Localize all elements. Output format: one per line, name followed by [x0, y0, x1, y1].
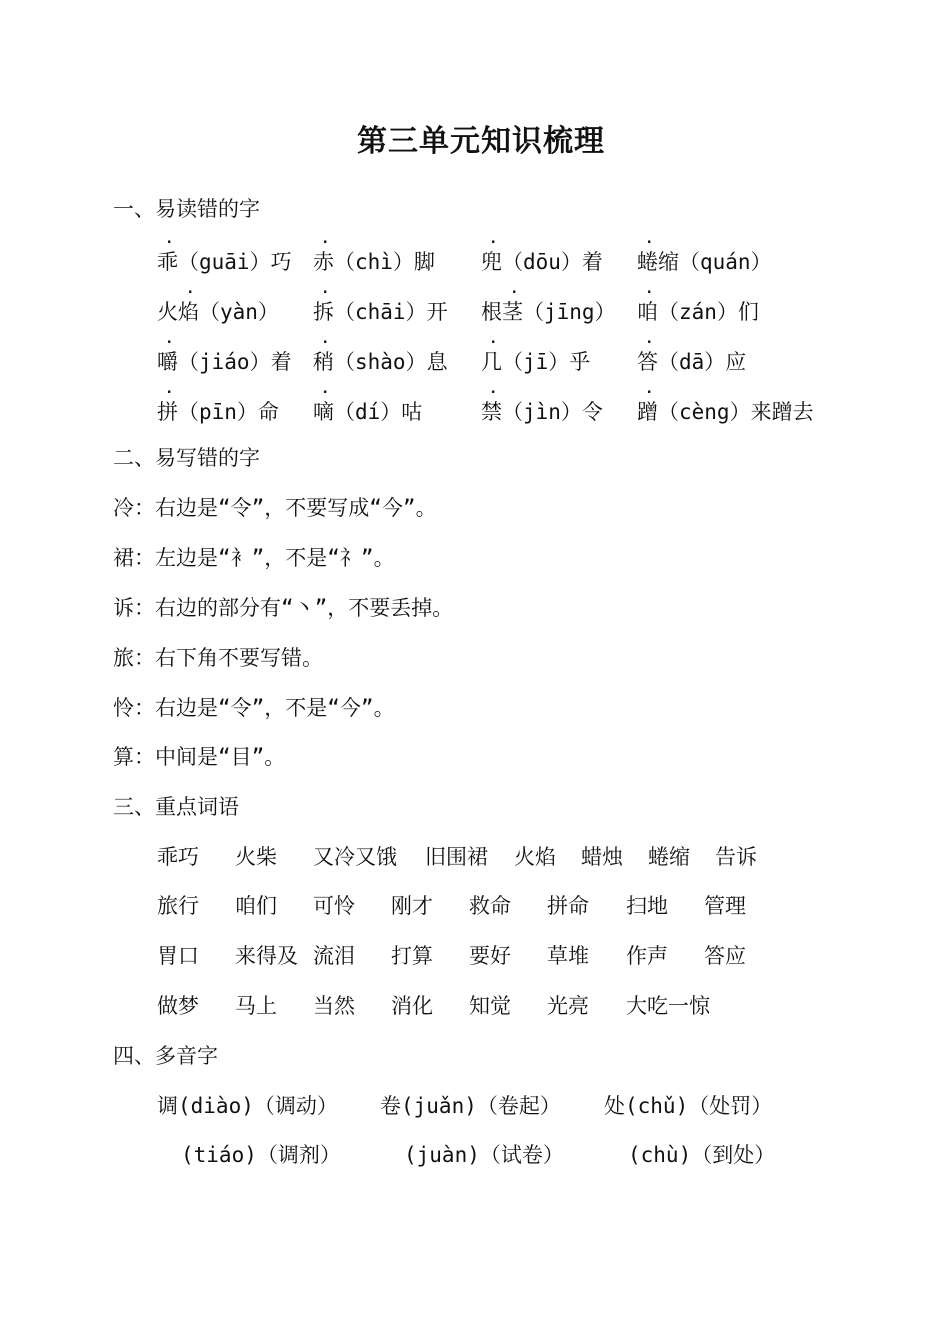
writing-note: 旅：右下角不要写错。: [113, 646, 323, 670]
key-word: 旧围裙: [425, 845, 488, 869]
word-entry: . 几（jī）乎: [481, 331, 591, 374]
section1-heading: 一、易读错的字: [113, 197, 260, 221]
emphasis-dot: .: [489, 231, 498, 247]
emphasis-dot: .: [510, 281, 519, 297]
key-word: 草堆: [547, 944, 589, 968]
emphasis-dot: .: [645, 331, 654, 347]
key-word: 又冷又饿: [313, 845, 397, 869]
key-word: 蜷缩: [648, 845, 690, 869]
key-word: 可怜: [313, 894, 355, 918]
key-word: 蜡烛: [581, 845, 623, 869]
section4-row-2: [0, 1140, 950, 1170]
key-word: 消化: [391, 994, 433, 1018]
emphasis-dot: .: [186, 281, 195, 297]
word-entry: . 赤（chì）脚: [313, 231, 435, 274]
key-word: 火柴: [235, 845, 277, 869]
key-word: 作声: [626, 944, 668, 968]
section4-row-1: [0, 1091, 950, 1121]
word-entry: . 拼（pīn）命: [157, 381, 279, 424]
section3-row-1: [0, 842, 950, 872]
key-word: 做梦: [157, 994, 199, 1018]
word-entry: . 禁（jìn）令: [481, 381, 603, 424]
key-word: 当然: [313, 994, 355, 1018]
key-word: 告诉: [715, 845, 757, 869]
word-entry: . 火焰（yàn）: [157, 281, 279, 324]
emphasis-dot: .: [165, 231, 174, 247]
section4-heading: 四、多音字: [113, 1044, 218, 1068]
key-word: 马上: [235, 994, 277, 1018]
writing-note: 算：中间是“目”。: [113, 745, 286, 769]
emphasis-dot: .: [489, 381, 498, 397]
page-title: 第三单元知识梳理: [357, 124, 605, 159]
section3-row-2: [0, 891, 950, 921]
key-word: 拼命: [547, 894, 589, 918]
word-entry: . 根茎（jīng）: [481, 281, 616, 324]
writing-note: 裙：左边是“衤”，不是“礻”。: [113, 546, 395, 570]
key-word: 大吃一惊: [626, 994, 710, 1018]
section1-row-1: [0, 231, 950, 277]
section1-row-3: [0, 331, 950, 377]
emphasis-dot: .: [645, 381, 654, 397]
section2-heading: 二、易写错的字: [113, 446, 260, 470]
key-word: 管理: [704, 894, 746, 918]
key-word: 胃口: [157, 944, 199, 968]
key-word: 救命: [469, 894, 511, 918]
polyphone-entry: (juàn)（试卷）: [404, 1143, 564, 1167]
key-word: 光亮: [547, 994, 589, 1018]
emphasis-dot: .: [321, 331, 330, 347]
emphasis-dot: .: [165, 331, 174, 347]
key-word: 流泪: [313, 944, 355, 968]
key-word: 知觉: [469, 994, 511, 1018]
word-entry: . 嘀（dí）咕: [313, 381, 423, 424]
key-word: 答应: [704, 944, 746, 968]
polyphone-entry: 调(diào)（调动）: [157, 1094, 338, 1118]
emphasis-dot: .: [321, 381, 330, 397]
writing-note: 冷：右边是“令”，不要写成“今”。: [113, 496, 437, 520]
section3-heading: 三、重点词语: [113, 795, 239, 819]
writing-note: 诉：右边的部分有“丶”，不要丢掉。: [113, 596, 454, 620]
word-entry: . 嚼（jiáo）着: [157, 331, 292, 374]
polyphone-entry: 处(chǔ)（处罚）: [604, 1094, 773, 1118]
emphasis-dot: .: [645, 281, 654, 297]
emphasis-dot: .: [321, 231, 330, 247]
section1-row-4: [0, 381, 950, 427]
section3-row-3: [0, 941, 950, 971]
word-entry: . 兜（dōu）着: [481, 231, 603, 274]
word-entry: . 稍（shào）息: [313, 331, 448, 374]
section3-row-4: [0, 991, 950, 1021]
writing-note: 怜：右边是“令”，不是“今”。: [113, 696, 395, 720]
section1-row-2: [0, 281, 950, 327]
key-word: 咱们: [235, 894, 277, 918]
word-entry: . 蜷缩（quán）: [637, 231, 772, 274]
key-word: 打算: [391, 944, 433, 968]
key-word: 要好: [469, 944, 511, 968]
word-entry: . 蹭（cèng）来蹭去: [637, 381, 814, 424]
key-word: 刚才: [391, 894, 433, 918]
key-word: 乖巧: [157, 845, 199, 869]
key-word: 扫地: [626, 894, 668, 918]
polyphone-entry: 卷(juǎn)（卷起）: [380, 1094, 561, 1118]
word-entry: . 答（dā）应: [637, 331, 747, 374]
polyphone-entry: (chù)（到处）: [628, 1143, 776, 1167]
key-word: 火焰: [514, 845, 556, 869]
emphasis-dot: .: [321, 281, 330, 297]
key-word: 旅行: [157, 894, 199, 918]
emphasis-dot: .: [489, 331, 498, 347]
emphasis-dot: .: [165, 381, 174, 397]
polyphone-entry: (tiáo)（调剂）: [181, 1143, 341, 1167]
emphasis-dot: .: [645, 231, 654, 247]
word-entry: . 拆（chāi）开: [313, 281, 448, 324]
key-word: 来得及: [235, 944, 298, 968]
word-entry: . 咱（zán）们: [637, 281, 759, 324]
word-entry: . 乖（guāi）巧: [157, 231, 292, 274]
